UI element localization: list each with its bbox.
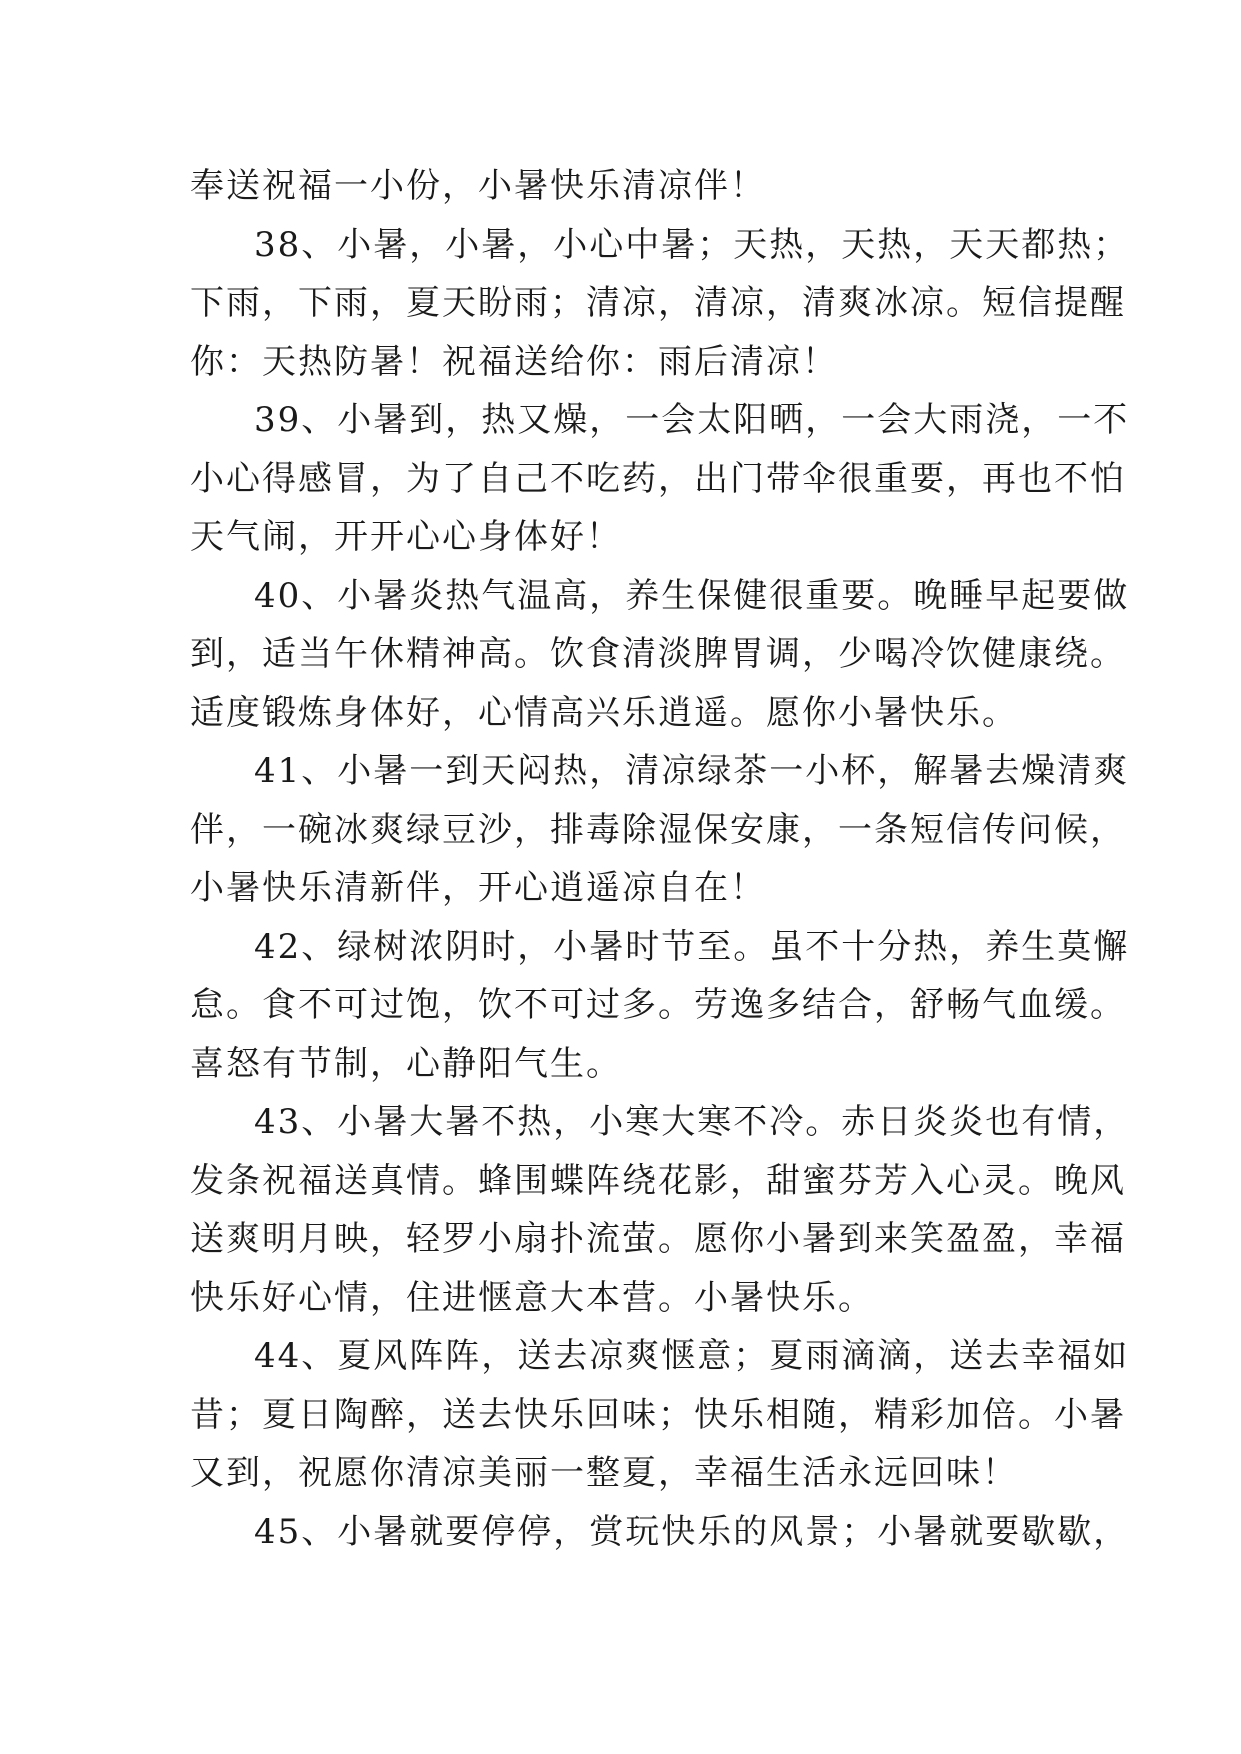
text-line: 到，适当午休精神高。饮食清淡脾胃调，少喝冷饮健康绕。	[190, 634, 1126, 674]
text-line: 伴，一碗冰爽绿豆沙，排毒除湿保安康，一条短信传问候，	[190, 809, 1126, 850]
text-line: 喜怒有节制，心静阳气生。	[190, 1043, 622, 1084]
text-line: 怠。食不可过饱，饮不可过多。劳逸多结合，舒畅气血缓。	[190, 985, 1126, 1025]
item-38-line: 38、小暑，小暑，小心中暑；天热，天热，天天都热；	[254, 224, 1130, 265]
text-line: 昔；夏日陶醉，送去快乐回味；快乐相随，精彩加倍。小暑	[190, 1394, 1126, 1435]
text-line: 发条祝福送真情。蜂围蝶阵绕花影，甜蜜芬芳入心灵。晚风	[190, 1160, 1126, 1201]
text-line: 快乐好心情，住进惬意大本营。小暑快乐。	[190, 1277, 874, 1318]
text-line: 小暑快乐清新伴，开心逍遥凉自在！	[190, 868, 766, 908]
text-line: 送爽明月映，轻罗小扇扑流萤。愿你小暑到来笑盈盈，幸福	[190, 1219, 1126, 1259]
item-44-line: 44、夏风阵阵，送去凉爽惬意；夏雨滴滴，送去幸福如	[254, 1336, 1130, 1376]
text-line: 下雨，下雨，夏天盼雨；清凉，清凉，清爽冰凉。短信提醒	[190, 283, 1126, 323]
item-41-line: 41、小暑一到天闷热，清凉绿茶一小杯，解暑去燥清爽	[254, 751, 1130, 791]
text-line: 小心得感冒，为了自己不吃药，出门带伞很重要，再也不怕	[190, 458, 1126, 499]
item-39-line: 39、小暑到，热又燥，一会太阳晒，一会大雨浇，一不	[254, 400, 1130, 440]
item-40-line: 40、小暑炎热气温高，养生保健很重要。晚睡早起要做	[254, 575, 1130, 616]
text-line: 奉送祝福一小份，小暑快乐清凉伴！	[190, 166, 766, 206]
item-43-line: 43、小暑大暑不热，小寒大寒不冷。赤日炎炎也有情，	[254, 1102, 1130, 1142]
item-45-line: 45、小暑就要停停，赏玩快乐的风景；小暑就要歇歇，	[254, 1511, 1130, 1552]
item-42-line: 42、绿树浓阴时，小暑时节至。虽不十分热，养生莫懈	[254, 926, 1130, 967]
text-line: 你：天热防暑！祝福送给你：雨后清凉！	[190, 341, 838, 382]
body-text	[190, 157, 1130, 1561]
text-line: 又到，祝愿你清凉美丽一整夏，幸福生活永远回味！	[190, 1453, 1018, 1493]
text-line: 天气闹，开开心心身体好！	[190, 517, 622, 557]
text-line: 适度锻炼身体好，心情高兴乐逍遥。愿你小暑快乐。	[190, 692, 1018, 733]
